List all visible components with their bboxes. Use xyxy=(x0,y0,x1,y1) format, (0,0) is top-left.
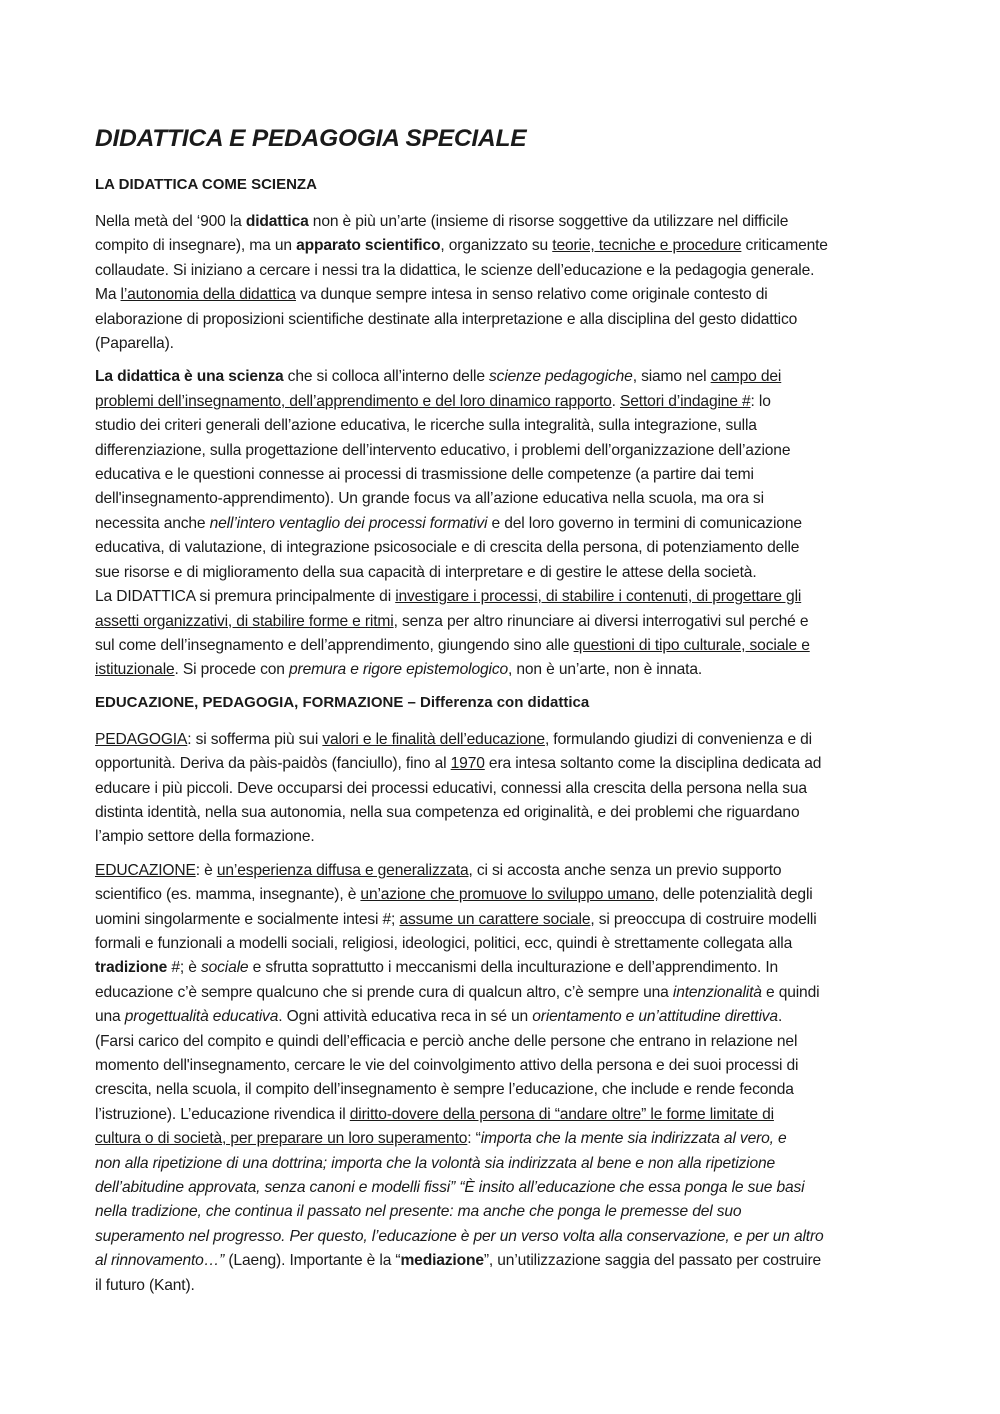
section-heading-educazione: EDUCAZIONE, PEDAGOGIA, FORMAZIONE – Differenza con didattica xyxy=(95,693,590,711)
section-heading-didattica-scienza: LA DIDATTICA COME SCIENZA xyxy=(95,176,317,193)
paragraph-educazione: EDUCAZIONE: è un’esperienza diffusa e generalizzata, ci si accosta anche senza un previo supporto scientifico (es. mamma, insegnante), è un’azione che promuove lo sviluppo umano, delle potenzialità degli uomini singolarmente e socialmente intesi #; assume un carattere sociale, si preoccupa di costruire modelli formali e funzionali a modelli sociali, religiosi, ideologici, politici, ecc, quindi è strettamente collegata alla tradizione #; è sociale e sfrutta soprattutto i meccanismi della inculturazione e dell’apprendimento. In educazione c’è sempre qualcuno che si prende cura di qualcun altro, c’è sempre una intenzionalità e quindi una progettualità educativa. Ogni attività educativa reca in sé un orientamento e un’attitudine direttiva. (Farsi carico del compito e quindi dell’efficacia e perciò anche delle persone che entrano in relazione nel momento dell'insegnamento, cercare le vie del coinvolgimento attivo della persona e dei suoi processi di crescita, nella scuola, il compito dell’insegnamento è sempre l’educazione, che include e rende feconda l’istruzione). L’educazione rivendica il diritto-dovere della persona di “andare oltre” le forme limitate di cultura o di società, per preparare un loro superamento: “importa che la mente sia indirizzata al vero, e non alla ripetizione di una dottrina; importa che la volontà sia indirizzata al bene e non alla ripetizione dell’abitudine approvata, senza canoni e modelli fissi” “È insito all’educazione che essa ponga le sue basi nella tradizione, che continua il passato nel presente: ma anche che ponga le premesse del suo superamento nel progresso. Per questo, l’educazione è per un verso volta alla conservazione, e per un altro al rinnovamento…” (Laeng). Importante è la “mediazione”, un’utilizzazione saggia del passato per costruire il futuro (Kant). xyxy=(95,861,824,1294)
paragraph-didattica-2: La didattica è una scienza che si colloca all’interno delle scienze pedagogiche, siamo nel campo dei problemi dell’insegnamento, dell’apprendimento e del loro dinamico rapporto. Settori d’indagine #: lo studio dei criteri generali dell’azione educativa, le ricerche sulla integralità, sulla integrazione, sulla differenziazione, sulla progettazione dell’intervento educativo, i problemi dell’organizzazione dell’azione educativa e le questioni connesse ai processi di trasmissione delle competenze (a partire dai temi dell'insegnamento-apprendimento). Un grande focus va all’azione educativa nella scuola, ma ora si necessita anche nell’intero ventaglio dei processi formativi e del loro governo in termini di comunicazione educativa, di valutazione, di integrazione psicosociale e di crescita della persona, di potenziamento delle sue risorse e di miglioramento della sua capacità di interpretare e di gestire le attese della società. La DIDATTICA si premura principalmente di investigare i processi, di stabilire i contenuti, di progettare gli assetti organizzativi, di stabilire forme e ritmi, senza per altro rinunciare ai diversi interrogativi sul perché e sul come dell’insegnamento e dell’apprendimento, giungendo sino alle questioni di tipo culturale, sociale e istituzionale. Si procede con premura e rigore epistemologico, non è un’arte, non è innata. xyxy=(95,368,810,679)
paragraph-pedagogia: PEDAGOGIA: si sofferma più sui valori e le finalità dell’educazione, formulando giudizi di convenienza e di opportunità. Deriva da pàis-paidòs (fanciullo), fino al 1970 era intesa soltanto come la disciplina dedicata ad educare i più piccoli. Deve occuparsi dei processi educativi, connessi alla crescita della persona nella sua distinta identità, nella sua autonomia, nella sua competenza ed originalità, e dei problemi che riguardano l’ampio settore della formazione. xyxy=(95,730,822,846)
paragraph-didattica-1: Nella metà del ‘900 la didattica non è più un’arte (insieme di risorse soggettive da utilizzare nel difficile compito di insegnare), ma un apparato scientifico, organizzato su teorie, tecniche e procedure criticamente collaudate. Si iniziano a cercare i nessi tra la didattica, le scienze dell’educazione e la pedagogia generale. Ma l’autonomia della didattica va dunque sempre intesa in senso relativo come originale contesto di elaborazione di proposizioni scientifiche destinate alla interpretazione e alla disciplina del gesto didattico (Paparella). xyxy=(95,213,828,353)
document-title: DIDATTICA E PEDAGOGIA SPECIALE xyxy=(95,125,527,152)
